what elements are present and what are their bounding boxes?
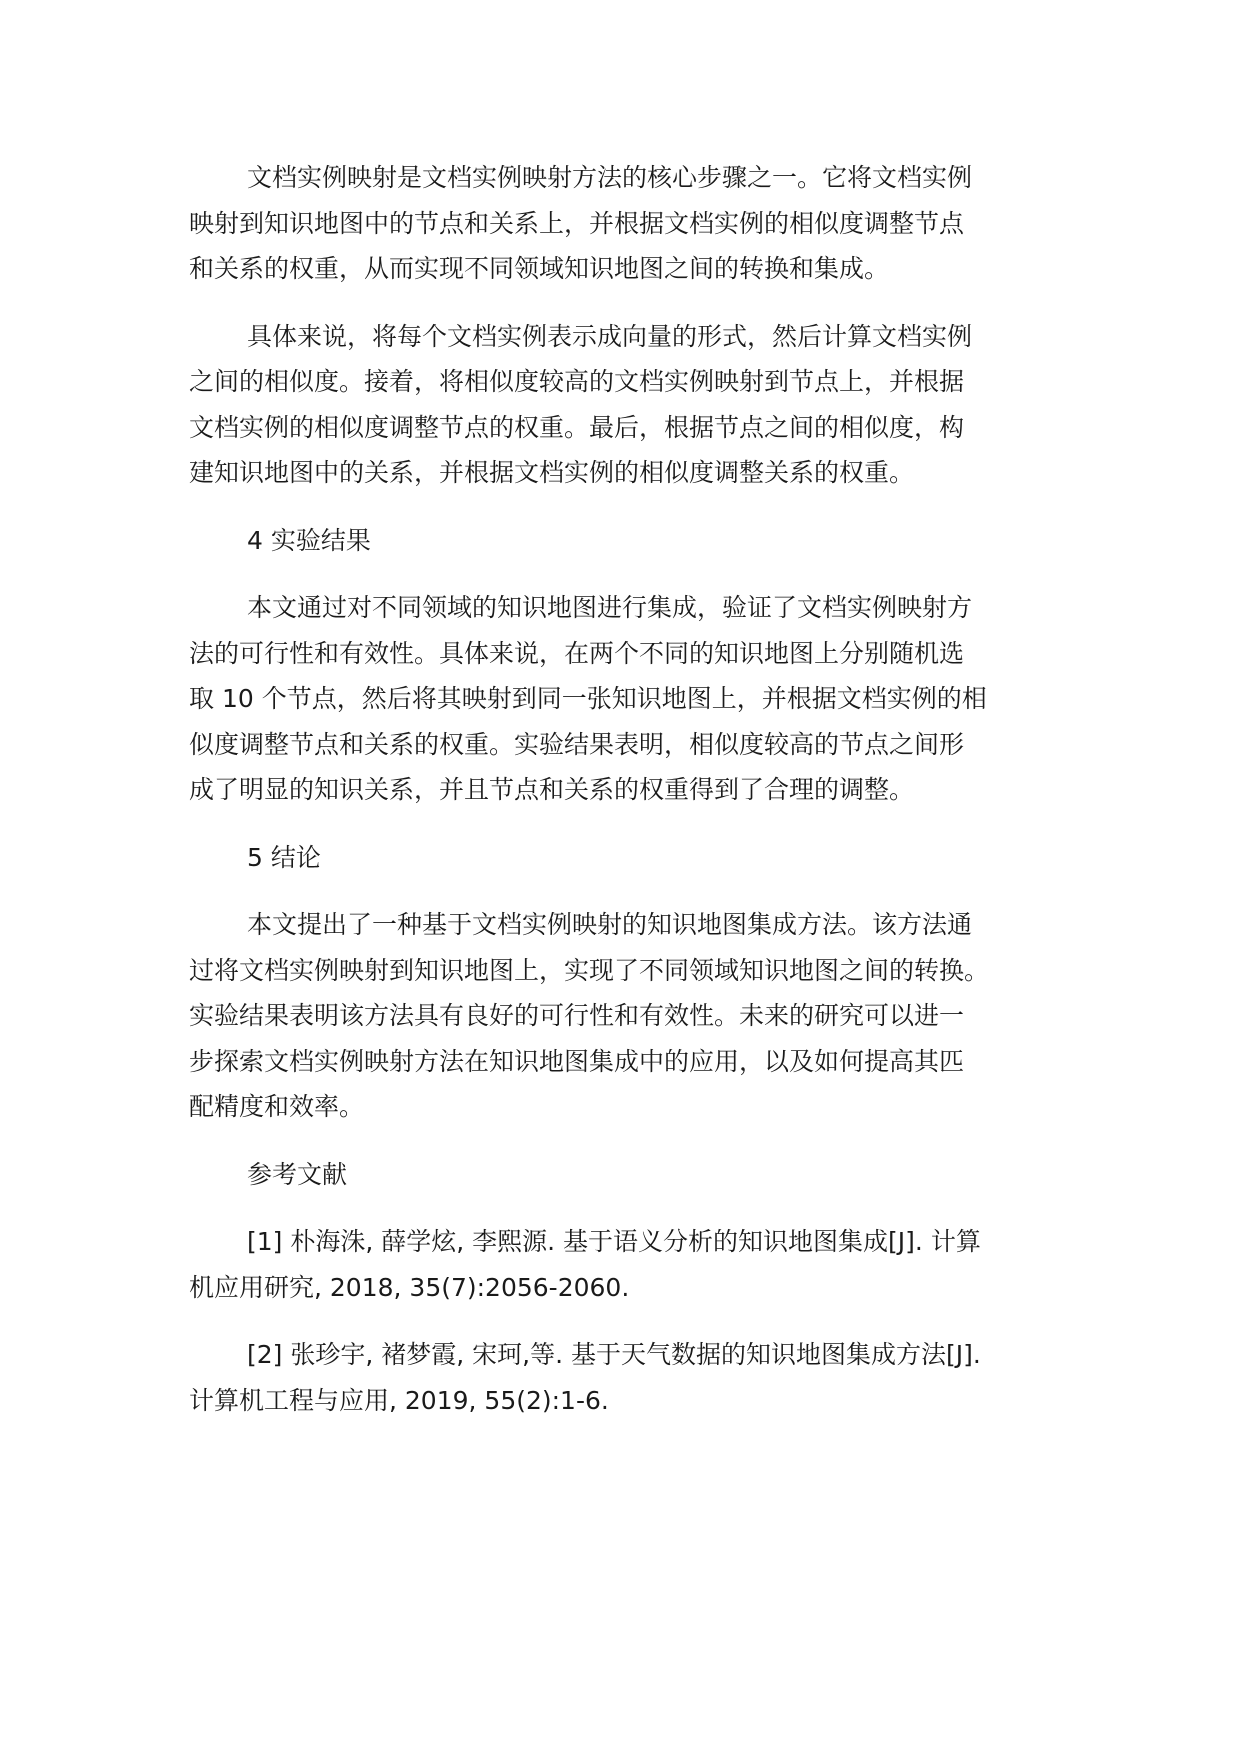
paragraph-document-instance-mapping — [189, 155, 1069, 292]
text-line: [1] 朴海洙, 薛学炫, 李熙源. 基于语义分析的知识地图集成[J]. 计算 — [247, 1227, 981, 1256]
text-line: 步探索文档实例映射方法在知识地图集成中的应用，以及如何提高其匹 — [189, 1046, 965, 1076]
text-line: 实验结果表明该方法具有良好的可行性和有效性。未来的研究可以进一 — [189, 1001, 965, 1030]
text-line: 法的可行性和有效性。具体来说，在两个不同的知识地图上分别随机选 — [189, 638, 965, 668]
section-heading-conclusion: 5 结论 — [247, 842, 321, 872]
text-line: 本文通过对不同领域的知识地图进行集成，验证了文档实例映射方 — [247, 593, 973, 622]
text-line: 似度调整节点和关系的权重。实验结果表明，相似度较高的节点之间形 — [189, 729, 965, 759]
text-line: 具体来说，将每个文档实例表示成向量的形式，然后计算文档实例 — [247, 321, 973, 351]
text-line: 计算机工程与应用, 2019, 55(2):1-6. — [189, 1385, 609, 1415]
reference-item — [189, 1219, 1069, 1310]
text-line: 和关系的权重，从而实现不同领域知识地图之间的转换和集成。 — [189, 254, 890, 283]
paragraph-conclusion — [189, 902, 1069, 1130]
text-line: 文档实例的相似度调整节点的权重。最后，根据节点之间的相似度，构 — [189, 412, 965, 442]
text-line: [2] 张珍宇, 褚梦霞, 宋珂,等. 基于天气数据的知识地图集成方法[J]. — [247, 1340, 981, 1369]
text-line: 成了明显的知识关系，并且节点和关系的权重得到了合理的调整。 — [189, 775, 915, 804]
text-line: 之间的相似度。接着，将相似度较高的文档实例映射到节点上，并根据 — [189, 367, 965, 396]
text-line: 文档实例映射是文档实例映射方法的核心步骤之一。它将文档实例 — [247, 163, 973, 192]
document-body — [189, 155, 1069, 1445]
text-line: 建知识地图中的关系，并根据文档实例的相似度调整关系的权重。 — [189, 458, 915, 487]
section-heading-experiment-results: 4 实验结果 — [247, 525, 371, 555]
text-line: 机应用研究, 2018, 35(7):2056-2060. — [189, 1272, 630, 1302]
text-line: 过将文档实例映射到知识地图上，实现了不同领域知识地图之间的转换。 — [189, 955, 990, 985]
paragraph-specifics — [189, 314, 1069, 496]
reference-item — [189, 1332, 1069, 1423]
text-line: 映射到知识地图中的节点和关系上，并根据文档实例的相似度调整节点 — [189, 208, 965, 238]
text-line: 配精度和效率。 — [189, 1092, 365, 1121]
text-line: 本文提出了一种基于文档实例映射的知识地图集成方法。该方法通 — [247, 910, 973, 939]
paragraph-experiment-results — [189, 585, 1069, 813]
section-heading-references: 参考文献 — [247, 1159, 348, 1189]
text-line: 取 10 个节点，然后将其映射到同一张知识地图上，并根据文档实例的相 — [189, 684, 987, 713]
